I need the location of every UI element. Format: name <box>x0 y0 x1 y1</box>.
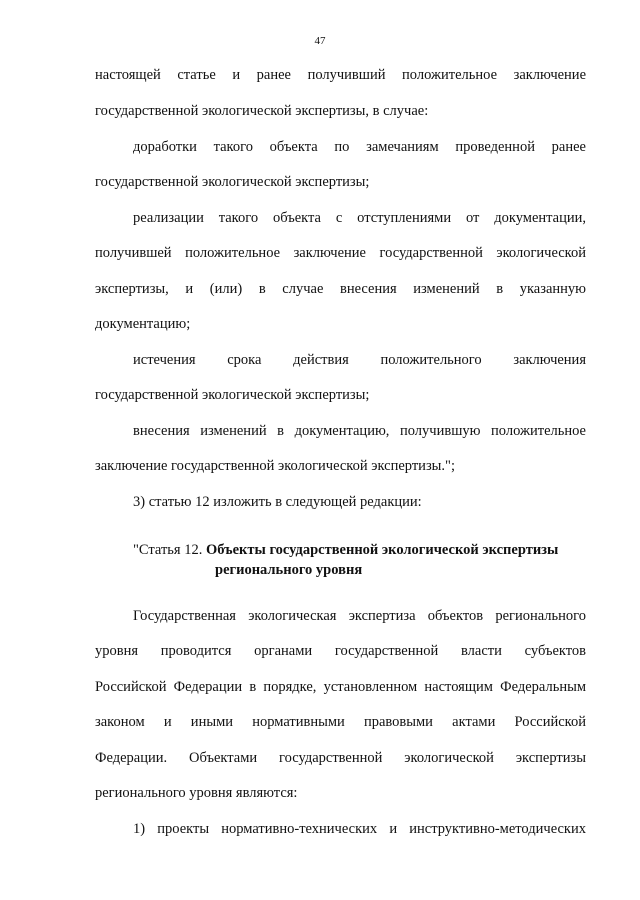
paragraph-line: уровня проводится органами государственной власти субъектов <box>95 643 586 659</box>
article-heading-lead: "Статья 12. <box>133 542 203 558</box>
paragraph-line: Российской Федерации в порядке, установленном настоящим Федеральным <box>95 679 586 695</box>
paragraph-line: 3) статью 12 изложить в следующей редакции: <box>133 494 422 510</box>
page-number: 47 <box>314 35 326 47</box>
paragraph-line: государственной экологической экспертизы; <box>95 387 370 403</box>
paragraph-line: государственной экологической экспертизы, в случае: <box>95 103 429 119</box>
paragraph-line: заключение государственной экологической экспертизы."; <box>95 458 455 474</box>
paragraph-line: регионального уровня являются: <box>95 785 298 801</box>
paragraph-line: истечения срока действия положительного заключения <box>133 352 586 368</box>
paragraph-line: 1) проекты нормативно-технических и инструктивно-методических <box>133 821 586 837</box>
paragraph-line: экспертизы, и (или) в случае внесения изменений в указанную <box>95 281 586 297</box>
article-heading-title-cont: регионального уровня <box>215 562 363 578</box>
paragraph-line: настоящей статье и ранее получивший положительное заключение <box>95 67 586 83</box>
paragraph-line: внесения изменений в документацию, получившую положительное <box>133 423 586 439</box>
paragraph-line: получившей положительное заключение государственной экологической <box>95 245 586 261</box>
article-heading-title: Объекты государственной экологической экспертизы <box>205 542 559 558</box>
paragraph-line: законом и иными нормативными правовыми актами Российской <box>95 714 586 730</box>
paragraph-line: доработки такого объекта по замечаниям проведенной ранее <box>133 139 586 155</box>
article-heading <box>133 541 586 559</box>
paragraph-line: государственной экологической экспертизы; <box>95 174 370 190</box>
paragraph-line: реализации такого объекта с отступлениями от документации, <box>133 210 586 226</box>
paragraph-line: Государственная экологическая экспертиза объектов регионального <box>133 608 586 624</box>
paragraph-line: Федерации. Объектами государственной экологической экспертизы <box>95 750 586 766</box>
paragraph-line: документацию; <box>95 316 191 332</box>
